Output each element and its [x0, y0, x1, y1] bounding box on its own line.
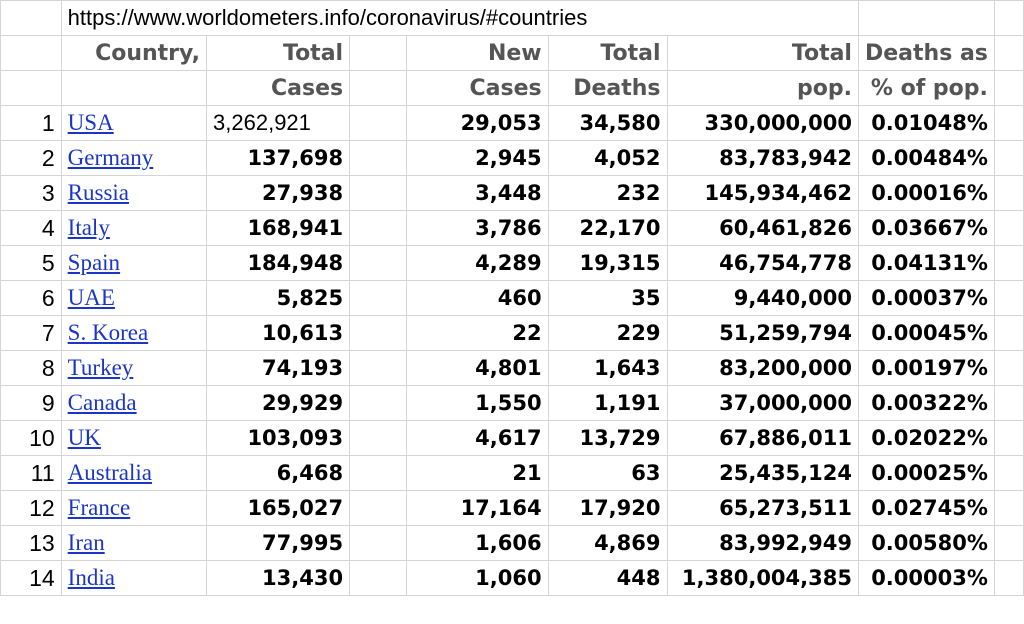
header-deaths-pct-2[interactable]: % of pop. [858, 71, 994, 106]
empty-cell [994, 211, 1023, 246]
table-row [1, 281, 1024, 316]
country-link[interactable]: Italy [67, 215, 110, 240]
row-number[interactable]: 9 [1, 386, 62, 421]
total-deaths-cell[interactable]: 34,580 [548, 106, 667, 141]
deaths-pct-cell[interactable]: 0.00322% [858, 386, 994, 421]
total-deaths-cell[interactable]: 17,920 [548, 491, 667, 526]
empty-cell [994, 1, 1023, 36]
country-cell[interactable] [61, 141, 206, 176]
country-cell[interactable] [61, 176, 206, 211]
total-deaths-cell[interactable]: 229 [548, 316, 667, 351]
new-cases-cell[interactable]: 21 [407, 456, 548, 491]
table-row [1, 491, 1024, 526]
empty-cell [994, 351, 1023, 386]
row-number-empty[interactable] [1, 1, 62, 36]
new-cases-cell[interactable]: 3,448 [407, 176, 548, 211]
total-pop-cell[interactable]: 9,440,000 [667, 281, 858, 316]
country-cell[interactable] [61, 421, 206, 456]
empty-cell [994, 36, 1023, 71]
total-cases-cell[interactable]: 3,262,921 [207, 106, 350, 141]
total-pop-cell[interactable]: 37,000,000 [667, 386, 858, 421]
total-pop-cell[interactable]: 67,886,011 [667, 421, 858, 456]
country-cell[interactable] [61, 491, 206, 526]
empty-cell[interactable] [350, 491, 407, 526]
empty-cell[interactable] [350, 386, 407, 421]
empty-cell[interactable] [350, 106, 407, 141]
header-new-cases[interactable]: New [407, 36, 548, 71]
header-total-cases[interactable]: Total [207, 36, 350, 71]
total-deaths-cell[interactable]: 19,315 [548, 246, 667, 281]
table-row [1, 211, 1024, 246]
total-cases-cell[interactable]: 27,938 [207, 176, 350, 211]
total-deaths-cell[interactable]: 13,729 [548, 421, 667, 456]
total-pop-cell[interactable]: 46,754,778 [667, 246, 858, 281]
total-cases-cell[interactable]: 137,698 [207, 141, 350, 176]
country-link[interactable]: India [67, 565, 115, 590]
country-link[interactable]: Turkey [67, 355, 134, 380]
deaths-pct-cell[interactable]: 0.04131% [858, 246, 994, 281]
empty-cell [994, 281, 1023, 316]
empty-cell [994, 561, 1023, 596]
total-cases-cell[interactable]: 13,430 [207, 561, 350, 596]
row-number[interactable]: 14 [1, 561, 62, 596]
row-number[interactable]: 12 [1, 491, 62, 526]
table-row [1, 141, 1024, 176]
total-pop-cell[interactable]: 25,435,124 [667, 456, 858, 491]
total-deaths-cell[interactable]: 63 [548, 456, 667, 491]
country-link[interactable]: USA [67, 110, 114, 135]
empty-cell[interactable] [350, 71, 407, 106]
empty-cell[interactable] [350, 421, 407, 456]
empty-cell [994, 246, 1023, 281]
row-number[interactable]: 6 [1, 281, 62, 316]
empty-cell[interactable] [350, 176, 407, 211]
deaths-pct-cell[interactable]: 0.02745% [858, 491, 994, 526]
empty-cell [994, 421, 1023, 456]
country-cell[interactable] [61, 351, 206, 386]
deaths-pct-cell[interactable]: 0.00016% [858, 176, 994, 211]
row-number[interactable]: 11 [1, 456, 62, 491]
table-row [1, 316, 1024, 351]
row-number[interactable]: 2 [1, 141, 62, 176]
new-cases-cell[interactable]: 22 [407, 316, 548, 351]
country-cell[interactable] [61, 526, 206, 561]
total-cases-cell[interactable]: 103,093 [207, 421, 350, 456]
country-link[interactable]: UK [67, 425, 101, 450]
empty-cell [994, 176, 1023, 211]
new-cases-cell[interactable]: 1,060 [407, 561, 548, 596]
total-cases-cell[interactable]: 77,995 [207, 526, 350, 561]
country-cell[interactable] [61, 386, 206, 421]
country-link[interactable]: Russia [67, 180, 130, 205]
country-link[interactable]: Iran [67, 530, 105, 555]
deaths-pct-cell[interactable]: 0.00197% [858, 351, 994, 386]
empty-cell[interactable] [350, 351, 407, 386]
country-link[interactable]: Germany [67, 145, 154, 170]
header-total-cases-2[interactable]: Cases [207, 71, 350, 106]
row-number[interactable]: 10 [1, 421, 62, 456]
total-cases-cell[interactable]: 5,825 [207, 281, 350, 316]
deaths-pct-cell[interactable]: 0.00045% [858, 316, 994, 351]
total-cases-cell[interactable]: 6,468 [207, 456, 350, 491]
empty-cell [994, 526, 1023, 561]
header-deaths-pct[interactable]: Deaths as [858, 36, 994, 71]
total-cases-cell[interactable]: 165,027 [207, 491, 350, 526]
country-cell[interactable] [61, 281, 206, 316]
table-body [1, 1, 1024, 596]
table-row [1, 386, 1024, 421]
country-link[interactable]: Spain [67, 250, 121, 275]
row-number[interactable]: 1 [1, 106, 62, 141]
empty-cell [994, 491, 1023, 526]
empty-cell [994, 316, 1023, 351]
header-total-deaths[interactable]: Total [548, 36, 667, 71]
row-number[interactable]: 4 [1, 211, 62, 246]
total-pop-cell[interactable]: 145,934,462 [667, 176, 858, 211]
deaths-pct-cell[interactable]: 0.01048% [858, 106, 994, 141]
empty-cell [994, 456, 1023, 491]
source-url[interactable]: https://www.worldometers.info/coronavirus/#countries [61, 1, 858, 36]
total-pop-cell[interactable]: 60,461,826 [667, 211, 858, 246]
total-deaths-cell[interactable]: 35 [548, 281, 667, 316]
new-cases-cell[interactable]: 17,164 [407, 491, 548, 526]
country-cell[interactable] [61, 211, 206, 246]
total-deaths-cell[interactable]: 4,052 [548, 141, 667, 176]
empty-cell [994, 386, 1023, 421]
table-row [1, 561, 1024, 596]
empty-cell[interactable] [350, 316, 407, 351]
table-row [1, 246, 1024, 281]
table-row [1, 421, 1024, 456]
new-cases-cell[interactable]: 4,801 [407, 351, 548, 386]
empty-cell[interactable] [350, 36, 407, 71]
row-number[interactable]: 5 [1, 246, 62, 281]
empty-cell[interactable] [858, 1, 994, 36]
table-row [1, 106, 1024, 141]
deaths-pct-cell[interactable]: 0.02022% [858, 421, 994, 456]
new-cases-cell[interactable]: 3,786 [407, 211, 548, 246]
total-pop-cell[interactable]: 51,259,794 [667, 316, 858, 351]
table-row [1, 176, 1024, 211]
header-country-2[interactable] [61, 71, 206, 106]
empty-cell[interactable] [350, 246, 407, 281]
total-cases-cell[interactable]: 168,941 [207, 211, 350, 246]
total-pop-cell[interactable]: 330,000,000 [667, 106, 858, 141]
new-cases-cell[interactable]: 460 [407, 281, 548, 316]
table-row [1, 456, 1024, 491]
row-number[interactable]: 8 [1, 351, 62, 386]
empty-cell [994, 71, 1023, 106]
country-link[interactable]: France [67, 495, 131, 520]
header-row-2 [1, 71, 1024, 106]
empty-cell[interactable] [350, 281, 407, 316]
new-cases-cell[interactable]: 29,053 [407, 106, 548, 141]
total-deaths-cell[interactable]: 448 [548, 561, 667, 596]
row-number[interactable]: 7 [1, 316, 62, 351]
total-pop-cell[interactable]: 1,380,004,385 [667, 561, 858, 596]
country-link[interactable]: UAE [67, 285, 115, 310]
country-link[interactable]: Canada [67, 390, 137, 415]
country-cell[interactable] [61, 561, 206, 596]
empty-cell[interactable] [350, 141, 407, 176]
header-total-deaths-2[interactable]: Deaths [548, 71, 667, 106]
total-pop-cell[interactable]: 83,200,000 [667, 351, 858, 386]
deaths-pct-cell[interactable]: 0.03667% [858, 211, 994, 246]
empty-cell [994, 141, 1023, 176]
total-cases-cell[interactable]: 184,948 [207, 246, 350, 281]
row-number-empty[interactable] [1, 36, 62, 71]
new-cases-cell[interactable]: 4,289 [407, 246, 548, 281]
empty-cell[interactable] [350, 526, 407, 561]
header-country[interactable]: Country, [61, 36, 206, 71]
country-link[interactable]: Australia [67, 460, 152, 485]
new-cases-cell[interactable]: 2,945 [407, 141, 548, 176]
total-deaths-cell[interactable]: 1,643 [548, 351, 667, 386]
country-cell[interactable] [61, 456, 206, 491]
total-pop-cell[interactable]: 83,992,949 [667, 526, 858, 561]
row-number[interactable]: 13 [1, 526, 62, 561]
new-cases-cell[interactable]: 1,606 [407, 526, 548, 561]
header-total-pop-2[interactable]: pop. [667, 71, 858, 106]
new-cases-cell[interactable]: 1,550 [407, 386, 548, 421]
country-link[interactable]: S. Korea [67, 320, 149, 345]
country-cell[interactable] [61, 246, 206, 281]
empty-cell [994, 106, 1023, 141]
deaths-pct-cell[interactable]: 0.00037% [858, 281, 994, 316]
header-new-cases-2[interactable]: Cases [407, 71, 548, 106]
total-cases-cell[interactable]: 74,193 [207, 351, 350, 386]
empty-cell[interactable] [350, 211, 407, 246]
url-row [1, 1, 1024, 36]
deaths-pct-cell[interactable]: 0.00003% [858, 561, 994, 596]
total-deaths-cell[interactable]: 1,191 [548, 386, 667, 421]
total-cases-cell[interactable]: 10,613 [207, 316, 350, 351]
total-deaths-cell[interactable]: 232 [548, 176, 667, 211]
empty-cell[interactable] [350, 561, 407, 596]
empty-cell[interactable] [350, 456, 407, 491]
table-row [1, 526, 1024, 561]
deaths-pct-cell[interactable]: 0.00025% [858, 456, 994, 491]
total-cases-cell[interactable]: 29,929 [207, 386, 350, 421]
deaths-pct-cell[interactable]: 0.00484% [858, 141, 994, 176]
header-total-pop[interactable]: Total [667, 36, 858, 71]
table-row [1, 351, 1024, 386]
row-number[interactable]: 3 [1, 176, 62, 211]
total-pop-cell[interactable]: 83,783,942 [667, 141, 858, 176]
header-row-1 [1, 36, 1024, 71]
total-deaths-cell[interactable]: 4,869 [548, 526, 667, 561]
total-deaths-cell[interactable]: 22,170 [548, 211, 667, 246]
country-cell[interactable] [61, 316, 206, 351]
row-number-empty[interactable] [1, 71, 62, 106]
country-cell[interactable] [61, 106, 206, 141]
new-cases-cell[interactable]: 4,617 [407, 421, 548, 456]
deaths-pct-cell[interactable]: 0.00580% [858, 526, 994, 561]
total-pop-cell[interactable]: 65,273,511 [667, 491, 858, 526]
